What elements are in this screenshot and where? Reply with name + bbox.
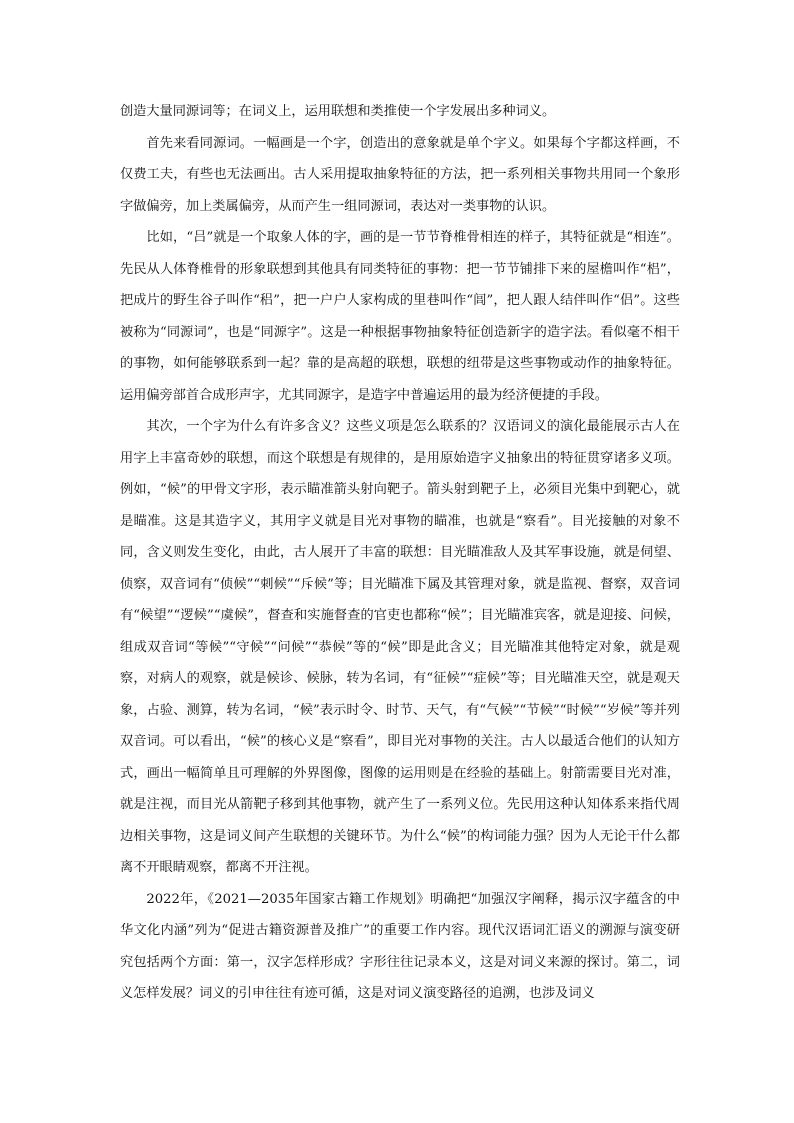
paragraph-lv-example: 比如，“吕”就是一个取象人体的字，画的是一节节脊椎骨相连的样子，其特征就是“相连”。先民从人体脊椎骨的形象联想到其他具有同类特征的事物：把一节节铺排下来的屋檐叫作“梠”，把成片的野生谷子叫作“稆”，把一户户人家构成的里巷叫作“闾”，把人跟人结伴叫作“侣”。这些被称为“同源词”，也是“同源字”。这是一种根据事物抽象特征创造新字的造字法。看似毫不相干的事物，如何能够联系到一起？靠的是高超的联想，联想的纽带是这些事物或动作的抽象特征。运用偏旁部首合成形声字，尤其同源字，是造字中普遍运用的最为经济便捷的手段。 <box>120 230 680 403</box>
paragraph-2022-plan: 2022年，《2021—2035年国家古籍工作规划》明确把“加强汉字阐释，揭示汉字蕴含的中华文化内涵”列为“促进古籍资源普及推广”的重要工作内容。现代汉语词汇语义的溯源与演变研究包括两个方面：第一，汉字怎样形成？字形往往记录本义，这是对词义来源的探讨。第二，词义怎样发展？词义的引申往往有迹可循，这是对词义演变路径的追溯，也涉及词义 <box>120 891 680 1001</box>
paragraph-hou-example: 其次，一个字为什么有许多含义？这些义项是怎么联系的？汉语词义的演化最能展示古人在用字上丰富奇妙的联想，而这个联想是有规律的，是用原始造字义抽象出的特征贯穿诸多义项。例如，“候”的甲骨文字形，表示瞄准箭头射向靶子。箭头射到靶子上，必须目光集中到靶心，就是瞄准。这是其造字义，其用字义就是目光对事物的瞄准，也就是“察看”。目光接触的对象不同，含义则发生变化，由此，古人展开了丰富的联想：目光瞄准敌人及其军事设施，就是伺望、侦察，双音词有“侦候”“刺候”“斥候”等；目光瞄准下属及其管理对象，就是监视、督察，双音词有“候望”“逻候”“虞候”，督查和实施督查的官吏也都称“候”；目光瞄准宾客，就是迎接、问候，组成双音词“等候”“守候”“问候”“恭候”等的“候”即是此含义；目光瞄准其他特定对象，就是观察，对病人的观察，就是候诊、候脉，转为名词，有“征候”“症候”等；目光瞄准天空，就是观天象，占验、测算，转为名词，“候”表示时令、时节、天气，有“气候”“节候”“时候”“岁候”等并列双音词。可以看出，“候”的核心义是“察看”，即目光对事物的关注。古人以最适合他们的认知方式，画出一幅简单且可理解的外界图像，图像的运用则是在经验的基础上。射箭需要目光对准，就是注视，而目光从箭靶子移到其他事物，就产生了一系列义位。先民用这种认知体系来指代周边相关事物，这是词义间产生联想的关键环节。为什么“候”的构词能力强？因为人无论干什么都离不开眼睛观察，都离不开注视。 <box>120 419 680 875</box>
paragraph-cognate-words: 首先来看同源词。一幅画是一个字，创造出的意象就是单个字义。如果每个字都这样画，不仅费工夫，有些也无法画出。古人采用提取抽象特征的方法，把一系列相关事物共用同一个象形字做偏旁，加上类属偏旁，从而产生一组同源词，表达对一类事物的认识。 <box>120 135 680 214</box>
paragraph-continuation: 创造大量同源词等；在词义上，运用联想和类推使一个字发展出多种词义。 <box>120 104 556 119</box>
article-body <box>120 96 680 1010</box>
